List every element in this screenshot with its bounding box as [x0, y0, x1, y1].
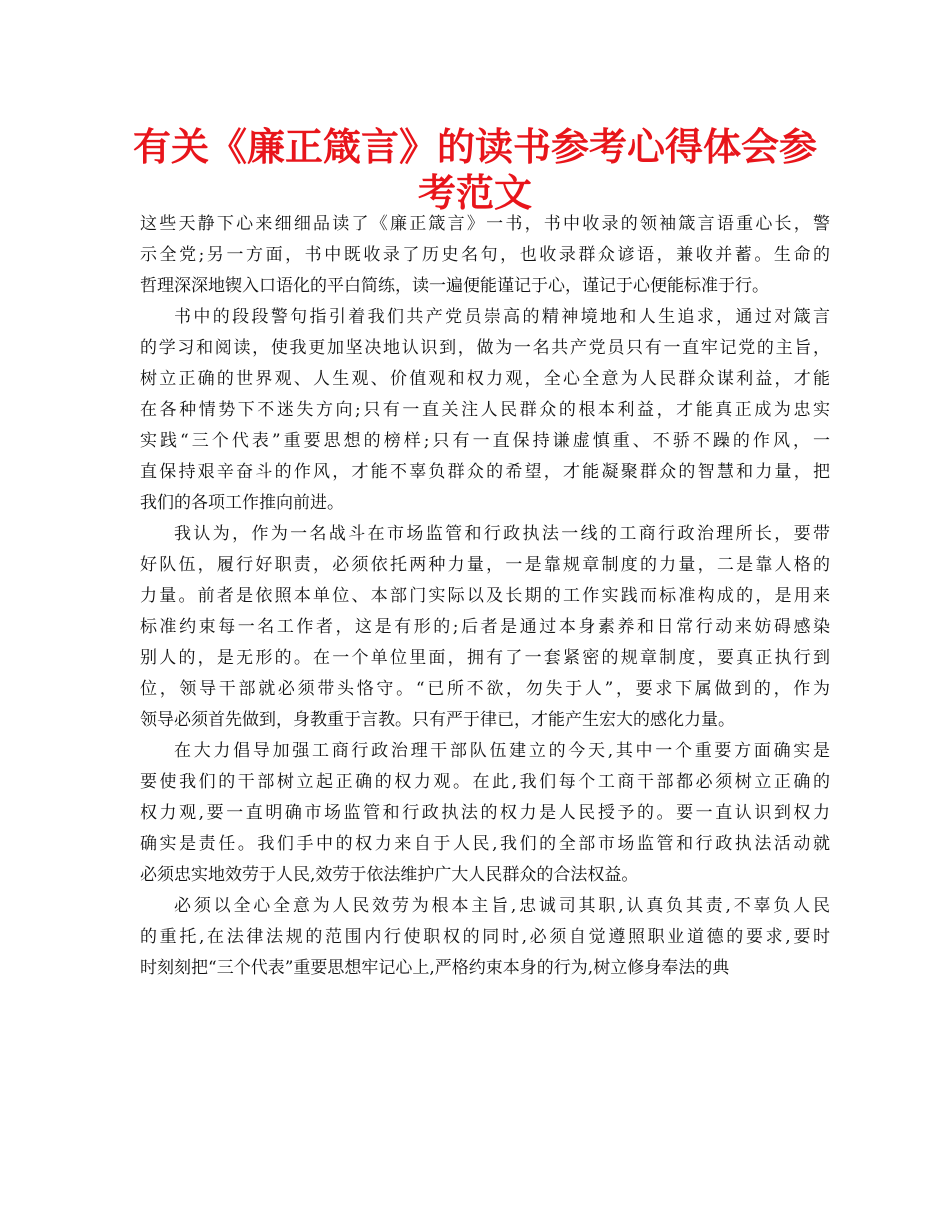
text-line: 哲理深深地锲入口语化的平白简练，读一遍便能谨记于心，谨记于心便能标准于行。	[140, 276, 769, 296]
text-line: 实践“三个代表”重要思想的榜样;只有一直保持谦虚慎重、不骄不躁的作风，一	[140, 431, 830, 451]
text-line: 时刻刻把“三个代表”重要思想牢记心上,严格约束本身的行为,树立修身奉法的典	[140, 958, 730, 978]
paragraph	[140, 519, 830, 736]
text-line: 书中的段段警句指引着我们共产党员崇高的精神境地和人生追求，通过对箴言	[174, 307, 830, 327]
text-line: 确实是责任。我们手中的权力来自于人民,我们的全部市场监管和行政执法活动就	[140, 834, 830, 854]
text-line: 直保持艰辛奋斗的作风，才能不辜负群众的希望，才能凝聚群众的智慧和力量，把	[140, 462, 830, 482]
paragraph	[140, 736, 830, 891]
paragraph	[140, 891, 830, 984]
text-line: 我们的各项工作推向前进。	[140, 493, 344, 513]
text-line: 好队伍，履行好职责，必须依托两种力量，一是靠规章制度的力量，二是靠人格的	[140, 555, 830, 575]
text-line: 在各种情势下不迷失方向;只有一直关注人民群众的根本利益，才能真正成为忠实	[140, 400, 830, 420]
text-line: 我认为，作为一名战斗在市场监管和行政执法一线的工商行政治理所长，要带	[174, 524, 830, 544]
text-line: 领导必须首先做到，身教重于言教。只有严于律已，才能产生宏大的感化力量。	[140, 710, 735, 730]
text-line: 的学习和阅读，使我更加坚决地认识到，做为一名共产党员只有一直牢记党的主旨，	[140, 338, 830, 358]
text-line: 位，领导干部就必须带头恪守。“已所不欲，勿失于人”，要求下属做到的，作为	[140, 679, 830, 699]
text-line: 示全党;另一方面，书中既收录了历史名句，也收录群众谚语，兼收并蓄。生命的	[140, 245, 830, 265]
text-line: 必须以全心全意为人民效劳为根本主旨,忠诚司其职,认真负其责,不辜负人民	[174, 896, 830, 916]
text-line: 权力观,要一直明确市场监管和行政执法的权力是人民授予的。要一直认识到权力	[140, 803, 830, 823]
paragraph	[140, 209, 830, 302]
text-line: 的重托,在法律法规的范围内行使职权的同时,必须自觉遵照职业道德的要求,要时	[140, 927, 830, 947]
text-line: 树立正确的世界观、人生观、价值观和权力观，全心全意为人民群众谋利益，才能	[140, 369, 830, 389]
text-line: 别人的，是无形的。在一个单位里面，拥有了一套紧密的规章制度，要真正执行到	[140, 648, 830, 668]
text-line: 要使我们的干部树立起正确的权力观。在此,我们每个工商干部都必须树立正确的	[140, 772, 830, 792]
text-line: 在大力倡导加强工商行政治理干部队伍建立的今天,其中一个重要方面确实是	[174, 741, 830, 761]
paragraph	[140, 302, 830, 519]
text-line: 这些天静下心来细细品读了《廉正箴言》一书，书中收录的领袖箴言语重心长，警	[140, 214, 830, 234]
text-line: 标准约束每一名工作者，这是有形的;后者是通过本身素养和日常行动来妨碍感染	[140, 617, 830, 637]
document-body	[140, 209, 830, 984]
text-line: 必须忠实地效劳于人民,效劳于依法维护广大人民群众的合法权益。	[140, 865, 639, 885]
text-line: 力量。前者是依照本单位、本部门实际以及长期的工作实践而标准构成的，是用来	[140, 586, 830, 606]
document-title-line-1: 有关《廉正箴言》的读书参考心得体会参	[132, 125, 817, 169]
document-title-line-2: 考范文	[417, 171, 532, 215]
